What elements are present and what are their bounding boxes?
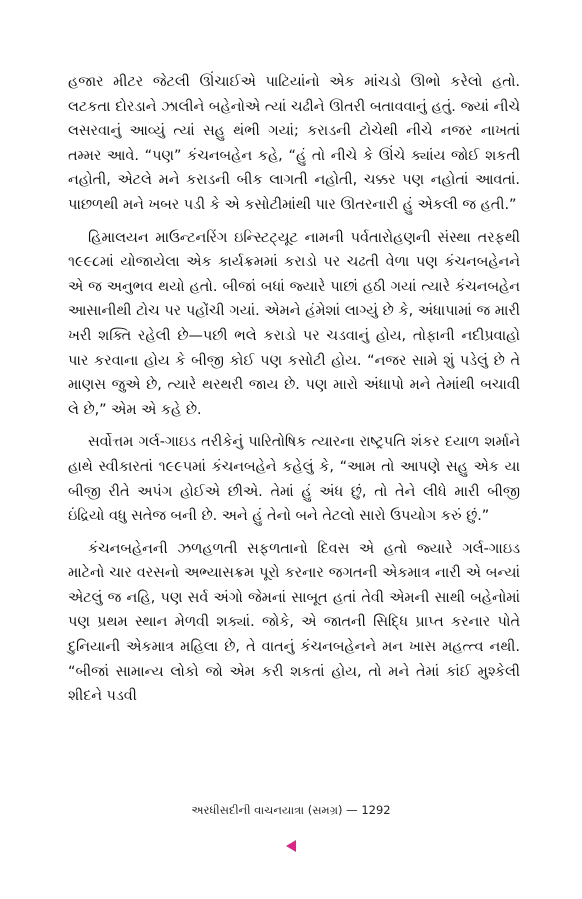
paragraph-2: હિમાલયન માઉન્ટનરિંગ ઇન્સ્ટિટ્યૂટ નામની પર્વતારોહણની સંસ્થા તરફથી ૧૯૯૮માં યોજાયેલા એક કાર્યક્રમમાં કરાડો પર ચઢતી વેળા પણ કંચનબહેનને એ જ અનુભવ થયો હતો. બીજાં બધાં જ્યારે પાછાં હઠી ગયાં ત્યારે કંચનબહેન આસાનીથી ટોચ પર પહોંચી ગયાં. એમને હંમેશાં લાગ્યું છે કે, અંધાપામાં જ મારી ખરી શક્તિ રહેલી છે—પછી ભલે કરાડો પર ચડવાનું હોય, તોફાની નદીપ્રવાહો પાર કરવાના હોય કે બીજી કોઈ પણ કસોટી હોય. “નજર સામે શું પડેલું છે તે માણસ જુએ છે, ત્યારે થરથરી જાય છે. પણ મારો અંધાપો મને તેમાંથી બચાવી લે છે,” એમ એ કહે છે.	[68, 229, 520, 418]
previous-page-icon[interactable]	[286, 840, 296, 852]
page-body	[68, 70, 520, 709]
paragraph-3: સર્વોત્તમ ગર્લ-ગાઇડ તરીકેનું પારિતોષિક ત્યારના રાષ્ટ્રપતિ શંકર દયાળ શર્માને હાથે સ્વીકારતાં ૧૯૯૫માં કંચનબહેને કહેલું કે, “આમ તો આપણે સહુ એક યા બીજી રીતે અપંગ હોઈએ છીએ. તેમાં હું અંધ છું, તો તેને લીધે મારી બીજી ઇંદ્રિયો વધુ સતેજ બની છે. અને હું તેનો બને તેટલો સારો ઉપયોગ કરું છું.”	[68, 434, 520, 525]
paragraph-4: કંચનબહેનની ઝળહળતી સફળતાનો દિવસ એ હતો જ્યારે ગર્લ-ગાઇડ માટેનો ચાર વરસનો અભ્યાસક્રમ પૂરો કરનાર જગતની એકમાત્ર નારી એ બન્યાં એટલું જ નહિ, પણ સર્વ અંગો જેમનાં સાબૂત હતાં તેવી એમની સાથી બહેનોમાં પણ પ્રથમ સ્થાન મેળવી શક્યાં. જોકે, એ જાતની સિદ્ધિ પ્રાપ્ત કરનાર પોતે દુનિયાની એકમાત્ર મહિલા છે, તે વાતનું કંચનબહેનને મન ખાસ મહત્ત્વ નથી. “બીજાં સામાન્ય લોકો જો એમ કરી શકતાં હોય, તો મને તેમાં કાંઈ મુશ્કેલી શીદને પડવી	[68, 540, 520, 705]
paragraph-1: હજાર મીટર જેટલી ઊંચાઈએ પાટિયાંનો એક માંચડો ઊભો કરેલો હતો. લટકતા દોરડાને ઝાલીને બહેનોએ ત્યાં ચઢીને ઊતરી બતાવવાનું હતું. જ્યાં નીચે લસરવાનું આવ્યું ત્યાં સહુ થંભી ગયાં; કરાડની ટોચેથી નીચે નજર નાખતાં તમ્મર આવે. “પણ” કંચનબહેન કહે, “હું તો નીચે કે ઊંચે ક્યાંય જોઈ શકતી નહોતી, એટલે મને કરાડની બીક લાગતી નહોતી, ચક્કર પણ નહોતાં આવતાં. પાછળથી મને ખબર પડી કે એ કસોટીમાંથી પાર ઊતરનારી હું એકલી જ હતી.”	[68, 74, 520, 213]
page-footer: અરધીસદીની વાચનયાત્રા (સમગ્ર) — 1292	[191, 803, 391, 817]
